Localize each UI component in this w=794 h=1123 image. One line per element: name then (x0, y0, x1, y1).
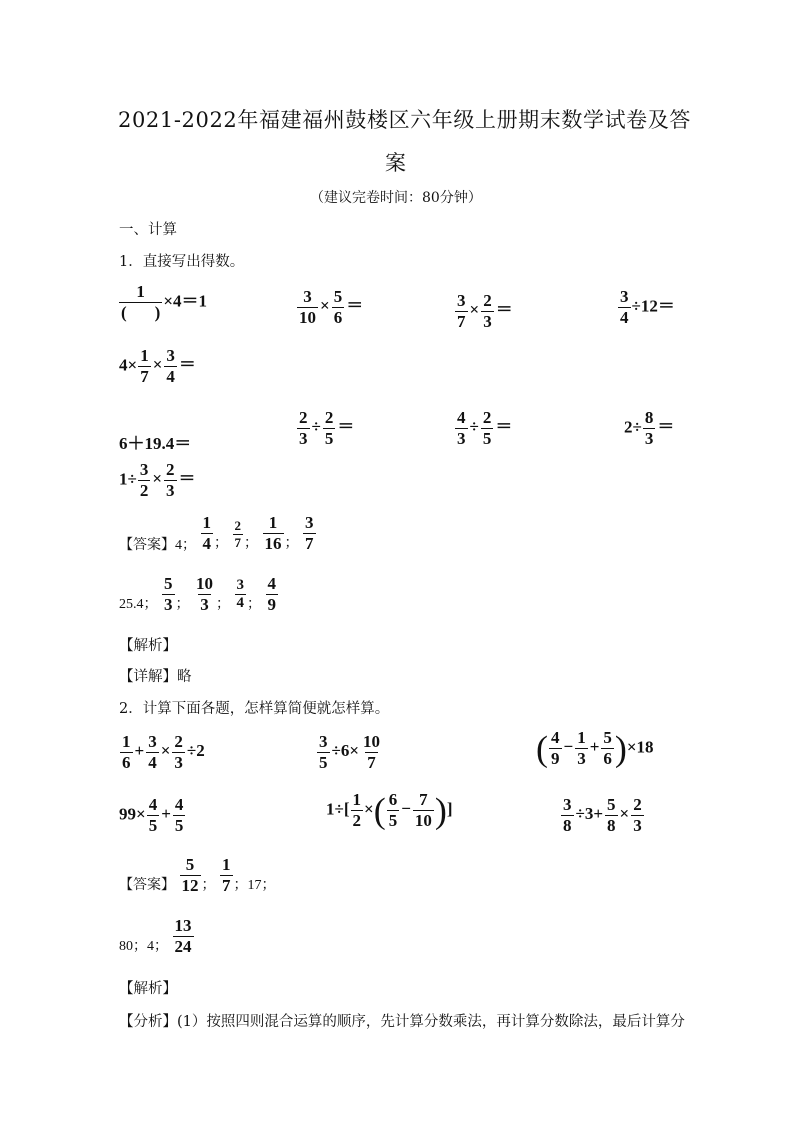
equation-2a: $\frac{1}{6}$ + $\frac{3}{4}$ × $\frac{2}{3}$ ÷2 (122, 732, 205, 772)
equation-1a (118, 283, 207, 322)
question-1-label: 1．直接写出得数。 (119, 254, 245, 270)
question-2-label: 2．计算下面各题，怎样算简便就怎样算。 (119, 701, 390, 717)
equation-1h: $\frac{4}{3}$ ÷ $\frac{2}{5}$ ＝ (457, 408, 513, 448)
equation-2f: $\frac{3}{8}$ ÷3+ $\frac{5}{8}$ × $\frac{2}{3}$ (563, 795, 642, 835)
answer-2-row-2: 80；4； $\frac{13}{24}$ (119, 916, 192, 956)
paren-close: ) (154, 302, 161, 322)
equation-1j: 1÷ $\frac{3}{2}$ × $\frac{2}{3}$ ＝ (119, 460, 196, 500)
equation-1d: $\frac{3}{4}$ ÷12＝ (620, 287, 675, 327)
equation-2b: $\frac{3}{5}$ ÷6× $\frac{10}{7}$ (319, 732, 381, 772)
analysis-label-2: 【解析】 (119, 981, 177, 997)
page-title: 2021-2022年福建福州鼓楼区六年级上册期末数学试卷及答 (118, 108, 691, 132)
equation-1b: $\frac{3}{10}$ × $\frac{5}{6}$ ＝ (299, 287, 364, 327)
equation-1f: 6＋19.4＝ (119, 434, 192, 453)
equation-2c: ( $\frac{4}{9}$ − $\frac{1}{3}$ + $\frac{5}{6}$ )×18 (536, 728, 654, 769)
detail-label: 【详解】略 (119, 669, 192, 685)
equation-rest: ×4＝1 (163, 291, 208, 311)
equation-2e: 1÷[ $\frac{1}{2}$ ×( $\frac{6}{5}$ − $\frac{7}{10}$ )] (326, 790, 453, 831)
equation-1g: $\frac{2}{3}$ ÷ $\frac{2}{5}$ ＝ (299, 408, 355, 448)
equation-1e: 4× $\frac{1}{7}$ × $\frac{3}{4}$ ＝ (119, 346, 196, 386)
section-heading: 一、计算 (119, 222, 177, 238)
answer-row-2: 25.4； $\frac{5}{3}$ ； $\frac{10}{3}$ ； $\frac{3}{4}$ ； $\frac{4}{9}$ (119, 574, 276, 614)
paren-open: ( (121, 302, 127, 322)
equation-1c: $\frac{3}{7}$ × $\frac{2}{3}$ ＝ (457, 291, 513, 331)
equation-1i: 2÷ $\frac{8}{3}$ ＝ (624, 408, 675, 448)
time-note: （建议完卷时间：80分钟） (310, 190, 482, 206)
answer-2-row-1: 【答案】 $\frac{5}{12}$ ； $\frac{1}{7}$ ；17； (119, 855, 276, 895)
analysis-label: 【解析】 (119, 638, 177, 654)
page-title-continued: 案 (385, 151, 407, 175)
equation-2d: 99× $\frac{4}{5}$ + $\frac{4}{5}$ (119, 795, 184, 835)
fraction-numerator: 1 (136, 282, 145, 301)
analysis-text: 【分析】(1）按照四则混合运算的顺序，先计算分数乘法，再计算分数除法，最后计算分 (119, 1014, 685, 1030)
answer-row-1: 【答案】4； $\frac{1}{4}$ ； $\frac{2}{7}$ ； $\frac{1}{16}$ ； $\frac{3}{7}$ (119, 513, 314, 554)
